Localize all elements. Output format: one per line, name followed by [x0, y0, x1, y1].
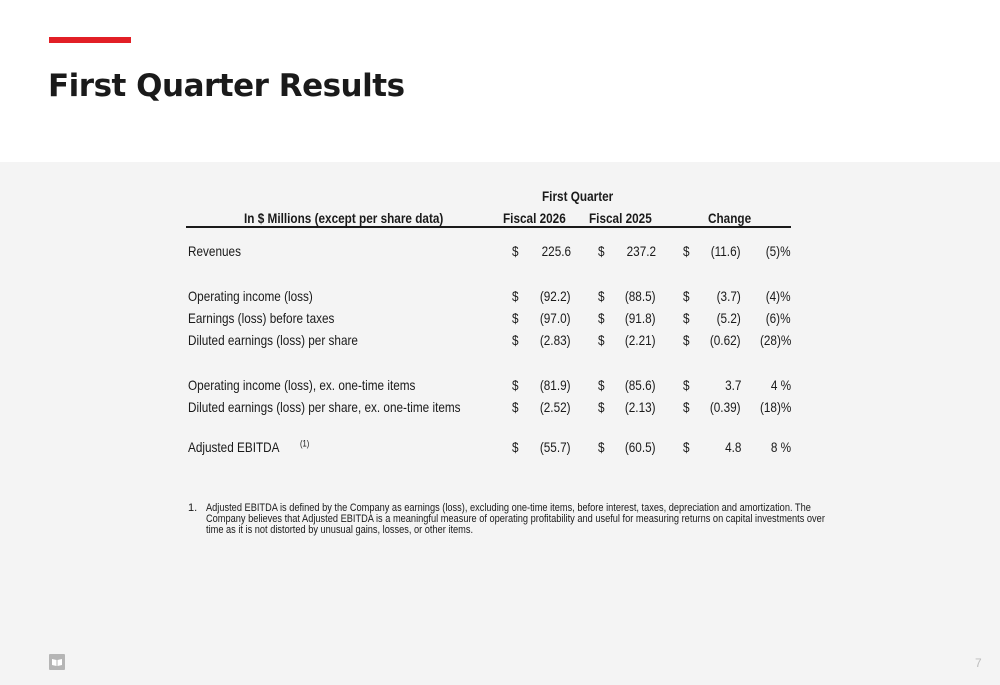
row-label-text: Operating income (loss) — [188, 288, 313, 304]
currency-symbol-text: $ — [683, 332, 690, 348]
value-fy25-text: (2.13) — [625, 399, 656, 415]
footnote-ref: (1) — [299, 438, 310, 449]
value-change — [691, 333, 741, 347]
value-change-percent — [745, 244, 791, 258]
currency-symbol — [512, 400, 520, 414]
value-change-text: 4.8 — [724, 439, 741, 455]
column-header-label — [244, 211, 481, 225]
value-change-text: (11.6) — [711, 243, 741, 259]
value-change-text: (3.7) — [716, 288, 741, 304]
value-change-percent — [745, 289, 791, 303]
value-change-percent-text: 4 % — [770, 377, 791, 393]
currency-symbol — [598, 311, 606, 325]
footnote-number: 1. — [188, 502, 198, 514]
row-label — [188, 289, 337, 303]
value-fy25-text: (91.8) — [625, 310, 656, 326]
currency-symbol-text: $ — [598, 332, 605, 348]
column-header-fy26 — [503, 211, 578, 225]
currency-symbol-text: $ — [598, 377, 605, 393]
value-change-percent — [745, 378, 791, 392]
currency-symbol-text: $ — [512, 439, 519, 455]
header-rule — [186, 226, 791, 228]
value-fy26 — [521, 440, 571, 454]
currency-symbol-text: $ — [683, 377, 690, 393]
currency-symbol — [683, 289, 691, 303]
value-fy25 — [606, 311, 656, 325]
value-change — [691, 311, 741, 325]
column-header-fy25 — [589, 211, 664, 225]
row-label-text: Diluted earnings (loss) per share, ex. one-time items — [188, 399, 461, 415]
row-label-text: Operating income (loss), ex. one-time items — [188, 377, 416, 393]
value-fy25 — [606, 440, 656, 454]
value-fy26-text: (55.7) — [540, 439, 571, 455]
accent-bar — [49, 37, 131, 43]
currency-symbol — [512, 244, 520, 258]
value-fy26-text: 225.6 — [541, 243, 571, 259]
currency-symbol-text: $ — [512, 288, 519, 304]
currency-symbol-text: $ — [598, 439, 605, 455]
row-label-text: Revenues — [188, 243, 241, 259]
currency-symbol-text: $ — [683, 288, 690, 304]
currency-symbol — [683, 400, 691, 414]
value-fy26-text: (2.83) — [540, 332, 571, 348]
value-change-percent — [745, 311, 791, 325]
column-header-change-text: Change — [708, 210, 752, 226]
group-header-text: First Quarter — [542, 188, 614, 204]
value-change-text: 3.7 — [724, 377, 741, 393]
value-change-percent-text: (18)% — [759, 399, 791, 415]
currency-symbol-text: $ — [512, 377, 519, 393]
value-change-text: (5.2) — [716, 310, 741, 326]
row-label — [188, 440, 311, 454]
currency-symbol-text: $ — [512, 243, 519, 259]
book-logo-icon — [49, 654, 65, 670]
row-label — [188, 311, 362, 325]
column-header-label-text: In $ Millions (except per share data) — [244, 210, 444, 226]
value-change-percent — [745, 440, 791, 454]
currency-symbol — [598, 244, 606, 258]
value-fy25-text: (88.5) — [625, 288, 656, 304]
content-panel — [0, 162, 1000, 685]
currency-symbol-text: $ — [598, 310, 605, 326]
currency-symbol-text: $ — [512, 332, 519, 348]
currency-symbol — [598, 378, 606, 392]
group-header — [542, 189, 627, 203]
value-change — [691, 289, 741, 303]
column-header-fy25-text: Fiscal 2025 — [589, 210, 652, 226]
currency-symbol-text: $ — [683, 439, 690, 455]
row-label — [188, 400, 512, 414]
currency-symbol-text: $ — [512, 310, 519, 326]
value-fy25 — [606, 333, 656, 347]
value-change — [691, 244, 741, 258]
value-fy26-text: (92.2) — [540, 288, 571, 304]
value-fy25 — [606, 378, 656, 392]
value-change — [691, 400, 741, 414]
page-number: 7 — [975, 656, 982, 670]
value-fy25-text: (60.5) — [625, 439, 656, 455]
value-change-percent-text: (4)% — [766, 288, 791, 304]
value-fy25-text: 237.2 — [626, 243, 656, 259]
currency-symbol — [598, 400, 606, 414]
value-fy26 — [521, 333, 571, 347]
value-fy25-text: (2.21) — [625, 332, 656, 348]
currency-symbol — [512, 311, 520, 325]
value-fy25 — [606, 289, 656, 303]
currency-symbol — [512, 289, 520, 303]
page-title: First Quarter Results — [48, 68, 405, 104]
currency-symbol — [598, 289, 606, 303]
value-change — [691, 378, 741, 392]
value-change-percent-text: (6)% — [766, 310, 791, 326]
footnote-text: Adjusted EBITDA is defined by the Company as earnings (loss), excluding one-time items, before interest, taxes, depreciation and amortization. The Company believes that Adjusted EBITDA is a meaningful measure of operating profitability and useful for measuring returns on capital investments over time as it is not distorted by unusual gains, losses, or other items. — [206, 502, 825, 536]
currency-symbol — [683, 333, 691, 347]
value-fy26 — [521, 400, 571, 414]
currency-symbol — [598, 440, 606, 454]
value-change-percent-text: (5)% — [766, 243, 791, 259]
value-change-text: (0.62) — [710, 332, 741, 348]
value-fy25 — [606, 244, 656, 258]
value-fy26 — [521, 289, 571, 303]
currency-symbol — [683, 244, 691, 258]
currency-symbol — [683, 440, 691, 454]
currency-symbol — [683, 311, 691, 325]
row-label — [188, 244, 251, 258]
value-fy26 — [521, 311, 571, 325]
currency-symbol — [512, 378, 520, 392]
value-fy26-text: (97.0) — [540, 310, 571, 326]
value-change-percent — [745, 333, 791, 347]
value-change-percent-text: 8 % — [770, 439, 791, 455]
column-header-fy26-text: Fiscal 2026 — [503, 210, 566, 226]
value-fy26 — [521, 378, 571, 392]
currency-symbol-text: $ — [598, 399, 605, 415]
value-fy26-text: (81.9) — [540, 377, 571, 393]
value-fy25-text: (85.6) — [625, 377, 656, 393]
row-label-text: Adjusted EBITDA — [188, 439, 280, 455]
currency-symbol-text: $ — [683, 310, 690, 326]
currency-symbol — [598, 333, 606, 347]
currency-symbol-text: $ — [598, 243, 605, 259]
value-fy26 — [521, 244, 571, 258]
row-label-text: Diluted earnings (loss) per share — [188, 332, 358, 348]
currency-symbol-text: $ — [683, 399, 690, 415]
value-fy26-text: (2.52) — [540, 399, 571, 415]
currency-symbol — [512, 440, 520, 454]
currency-symbol — [512, 333, 520, 347]
value-change — [691, 440, 741, 454]
row-label — [188, 378, 459, 392]
currency-symbol-text: $ — [598, 288, 605, 304]
currency-symbol-text: $ — [512, 399, 519, 415]
currency-symbol — [683, 378, 691, 392]
row-label-text: Earnings (loss) before taxes — [188, 310, 335, 326]
value-change-percent — [745, 400, 791, 414]
value-fy25 — [606, 400, 656, 414]
row-label — [188, 333, 390, 347]
value-change-text: (0.39) — [710, 399, 741, 415]
value-change-percent-text: (28)% — [759, 332, 791, 348]
column-header-change — [708, 211, 759, 225]
currency-symbol-text: $ — [683, 243, 690, 259]
